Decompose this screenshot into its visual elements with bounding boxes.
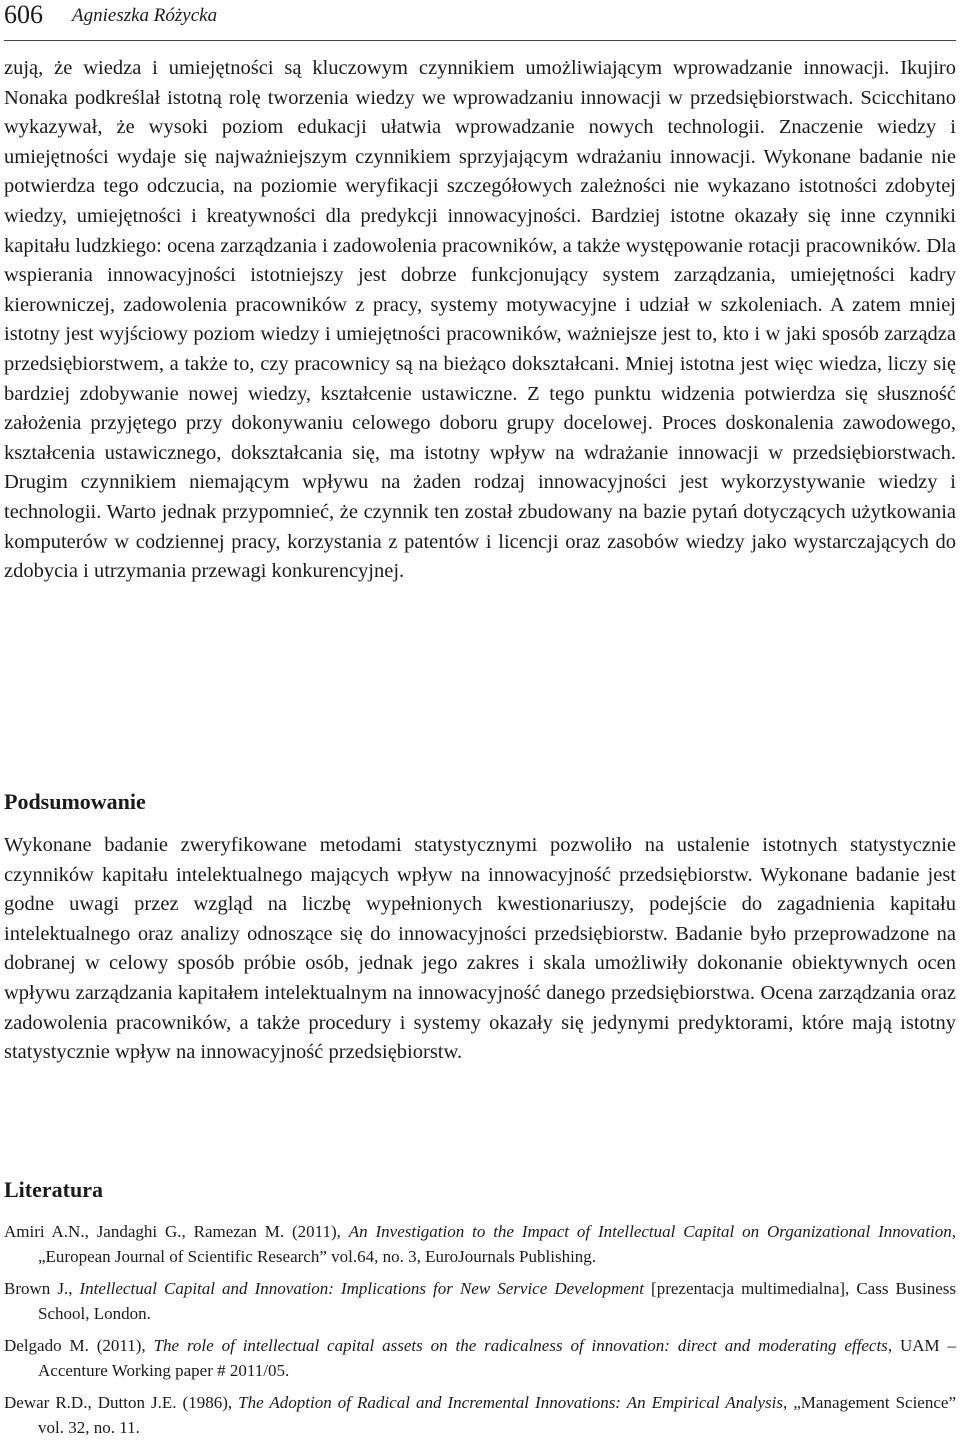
page-number: 606 <box>4 0 43 29</box>
reference-item <box>4 1219 956 1269</box>
running-author: Agnieszka Różycka <box>72 5 218 26</box>
reference-authors: Dewar R.D., Dutton J.E. (1986), <box>4 1393 239 1412</box>
body-paragraph: zują, że wiedza i umiejętności są kluczowym czynnikiem umożliwiającym wprowadzanie innowacji. Ikujiro Nonaka podkreślał istotną rolę tworzenia wiedzy we wprowadzaniu innowacji w przedsiębiorstwach. Scicchitano wykazywał, że wysoki poziom edukacji ułatwia wprowadzanie nowych technologii. Znaczenie wiedzy i umiejętności wydaje się najważniejszym czynnikiem sprzyjającym wdrażaniu innowacji. Wykonane badanie nie potwierdza tego odczucia, na poziomie weryfikacji szczegółowych zależności nie wykazano istotności zdobytej wiedzy, umiejętności i kreatywności dla predykcji innowacyjności. Bardziej istotne okazały się inne czynniki kapitału ludzkiego: ocena zarządzania i zadowolenia pracowników, a także występowanie rotacji pracowników. Dla wspierania innowacyjności istotniejszy jest dobrze funkcjonujący system zarządzania, umiejętności kadry kierowniczej, zadowolenia pracowników z pracy, systemy motywacyjne i udział w szkoleniach. A zatem mniej istotny jest wyjściowy poziom wiedzy i umiejętności pracowników, ważniejsze jest to, kto i w jaki sposób zarządza przedsiębiorstwem, a także to, czy pracownicy są na bieżąco dokształcani. Mniej istotna jest więc wiedza, liczy się bardziej zdobywanie nowej wiedzy, kształcenie ustawiczne. Z tego punktu widzenia potwierdza się słuszność założenia przyjętego przy dokonywaniu celowego doboru grupy docelowej. Proces doskonalenia zawodowego, kształcenia ustawicznego, dokształcania się, ma istotny wpływ na wdrażanie innowacji w przedsiębiorstwach. Drugim czynnikiem niemającym wpływu na żaden rodzaj innowacyjności jest wykorzystywanie wiedzy i technologii. Warto jednak przypomnieć, że czynnik ten został zbudowany na bazie pytań dotyczących użytkowania komputerów w codziennej pracy, korzystania z patentów i licencji oraz zasobów wiedzy jako wystarczających do zdobycia i utrzymania przewagi konkurencyjnej. <box>4 57 956 583</box>
reference-title: An Investigation to the Impact of Intellectual Capital on Organizational Innovation <box>348 1222 952 1241</box>
reference-item <box>4 1333 956 1383</box>
page <box>4 0 956 1442</box>
reference-source: , UAM – Accenture Working paper # 2011/05. <box>38 1336 957 1380</box>
section-heading-summary: Podsumowanie <box>4 789 146 814</box>
reference-title: The Adoption of Radical and Incremental Innovations: An Empirical Analysis <box>238 1393 783 1412</box>
reference-authors: Brown J., <box>4 1279 80 1298</box>
reference-authors: Amiri A.N., Jandaghi G., Ramezan M. (2011), <box>4 1222 349 1241</box>
section-heading-literature: Literatura <box>4 1177 103 1202</box>
running-header <box>4 0 956 41</box>
reference-source: , „European Journal of Scientific Research” vol.64, no. 3, EuroJournals Publishing. <box>38 1222 956 1266</box>
reference-item <box>4 1276 956 1326</box>
reference-title: The role of intellectual capital assets on the radicalness of innovation: direct and moderating effects <box>153 1336 888 1355</box>
reference-source: , „Management Science” vol. 32, no. 11. <box>38 1393 956 1437</box>
reference-authors: Delgado M. (2011), <box>4 1336 154 1355</box>
reference-source: [prezentacja multimedialna], Cass Business School, London. <box>38 1279 956 1323</box>
reference-item <box>4 1390 956 1440</box>
summary-paragraph: Wykonane badanie zweryfikowane metodami statystycznymi pozwoliło na ustalenie istotnych statystycznie czynników kapitału intelektualnego mających wpływ na innowacyjność przedsiębiorstw. Wykonane badanie jest godne uwagi przez wzgląd na liczbę wypełnionych kwestionariuszy, podejście do zagadnienia kapitału intelektualnego oraz analizy odnoszące się do innowacyjności przedsiębiorstw. Badanie było przeprowadzone na dobranej w celowy sposób próbie osób, jednak jego zakres i skala umożliwiły dokonanie obiektywnych ocen wpływu zarządzania kapitałem intelektualnym na innowacyjność danego przedsiębiorstwa. Ocena zarządzania oraz zadowolenia pracowników, a także procedury i systemy okazały się jedynymi predyktorami, które mają istotny statystycznie wpływ na innowacyjność przedsiębiorstw. <box>4 834 956 1064</box>
reference-list <box>4 1219 956 1447</box>
reference-title: Intellectual Capital and Innovation: Implications for New Service Development <box>79 1279 644 1298</box>
